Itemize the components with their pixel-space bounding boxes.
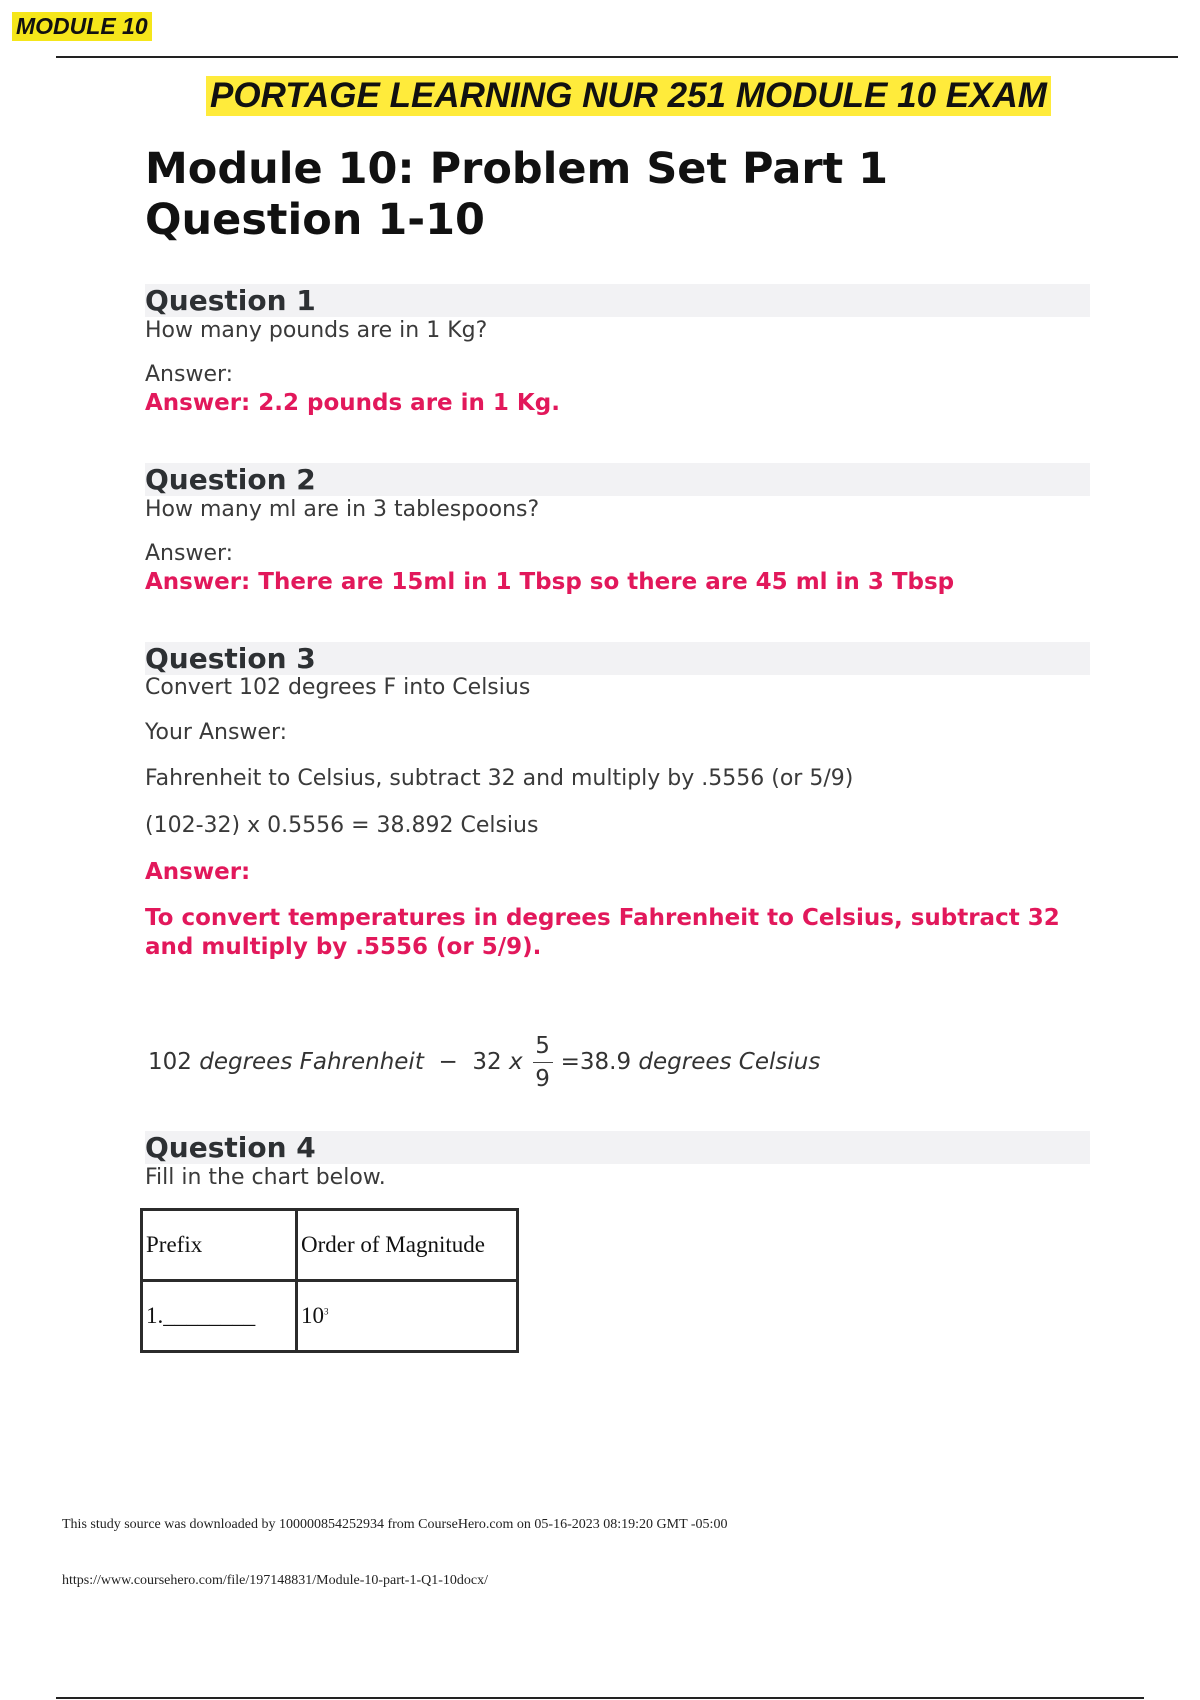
formula-equals: = [560, 1049, 580, 1075]
question-3-heading: Question 3 [145, 642, 1090, 675]
prefix-magnitude-table [140, 1208, 519, 1353]
header-divider [56, 56, 1178, 58]
table-row [142, 1281, 518, 1352]
source-url: https://www.coursehero.com/file/197148831/Module-10-part-1-Q1-10docx/ [62, 1573, 489, 1588]
question-1-answer: Answer: 2.2 pounds are in 1 Kg. [145, 390, 560, 416]
formula-lead-number: 102 [148, 1049, 192, 1075]
question-3-answer-text: To convert temperatures in degrees Fahrenheit to Celsius, subtract 32 and multiply by .5556 (or 5/9). [145, 905, 1060, 960]
question-3-work-line-1: Fahrenheit to Celsius, subtract 32 and multiply by .5556 (or 5/9) [145, 766, 854, 791]
magnitude-exponent: 3 [324, 1306, 329, 1317]
table-header-magnitude: Order of Magnitude [297, 1210, 518, 1281]
table-header-prefix: Prefix [142, 1210, 297, 1281]
fraction-bar [533, 1062, 553, 1063]
formula-denominator: 9 [535, 1065, 550, 1092]
exam-title: PORTAGE LEARNING NUR 251 MODULE 10 EXAM [206, 76, 1051, 116]
question-2-heading: Question 2 [145, 463, 1090, 496]
module-tag: MODULE 10 [12, 12, 152, 41]
page-title-line1: Module 10: Problem Set Part 1 [145, 144, 889, 194]
question-2-prompt: How many ml are in 3 tablespoons? [145, 497, 540, 522]
question-1-prompt: How many pounds are in 1 Kg? [145, 318, 488, 343]
formula-result-words: degrees Celsius [638, 1049, 821, 1075]
question-2-answer: Answer: There are 15ml in 1 Tbsp so there are 45 ml in 3 Tbsp [145, 569, 955, 595]
table-cell-magnitude [297, 1281, 518, 1352]
table-cell-prefix: 1.________ [142, 1281, 297, 1352]
question-3-work-line-2: (102-32) x 0.5556 = 38.892 Celsius [145, 813, 539, 838]
question-4-prompt: Fill in the chart below. [145, 1165, 386, 1190]
question-3-answer-label: Answer: [145, 859, 251, 885]
formula-fraction [533, 1032, 553, 1093]
magnitude-base: 10 [301, 1303, 324, 1328]
question-4-heading: Question 4 [145, 1131, 1090, 1164]
formula-result-number: 38.9 [579, 1049, 632, 1075]
page-title [145, 144, 1045, 246]
footer-divider [56, 1697, 1144, 1699]
conversion-formula [148, 1020, 820, 1104]
source-note: This study source was downloaded by 100000854252934 from CourseHero.com on 05-16-2023 08:19:20 GMT -05:00 [62, 1517, 728, 1532]
formula-subtract: 32 [472, 1049, 502, 1075]
question-3-prompt: Convert 102 degrees F into Celsius [145, 675, 531, 700]
formula-minus: − [438, 1049, 458, 1075]
question-3-your-answer-label: Your Answer: [145, 720, 288, 745]
formula-times: x [508, 1049, 523, 1075]
page-title-line2: Question 1-10 [145, 195, 485, 245]
question-1-heading: Question 1 [145, 284, 1090, 317]
question-1-answer-label: Answer: [145, 362, 234, 387]
formula-numerator: 5 [535, 1032, 550, 1059]
table-header-row [142, 1210, 518, 1281]
question-2-answer-label: Answer: [145, 541, 234, 566]
formula-lead-words: degrees Fahrenheit [199, 1049, 424, 1075]
